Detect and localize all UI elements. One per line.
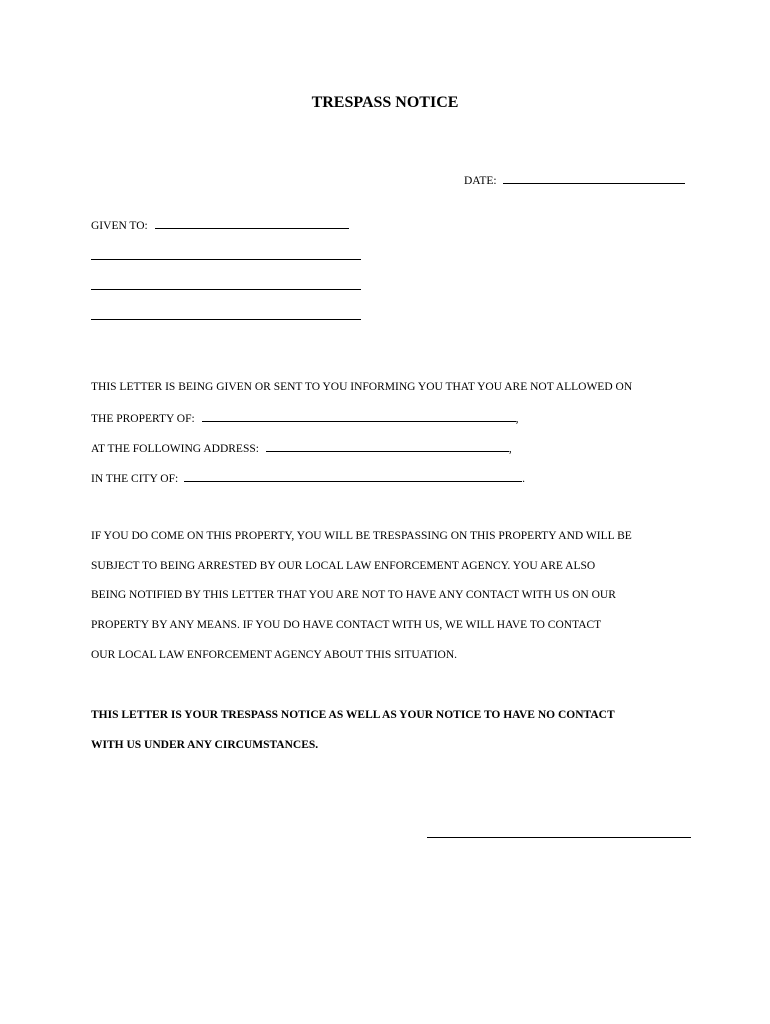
warning-line: IF YOU DO COME ON THIS PROPERTY, YOU WILL BE TRESPASSING ON THIS PROPERTY AND WILL BE — [91, 530, 632, 542]
notice-line: WITH US UNDER ANY CIRCUMSTANCES. — [91, 739, 319, 751]
given-to-row — [91, 217, 349, 233]
warning-line: BEING NOTIFIED BY THIS LETTER THAT YOU ARE NOT TO HAVE ANY CONTACT WITH US ON OUR — [91, 589, 616, 601]
date-label: DATE: — [464, 175, 497, 187]
property-of-label: THE PROPERTY OF: — [91, 413, 195, 425]
city-label: IN THE CITY OF: — [91, 473, 179, 485]
property-of-field[interactable] — [202, 410, 516, 422]
warning-line: SUBJECT TO BEING ARRESTED BY OUR LOCAL LAW ENFORCEMENT AGENCY. YOU ARE ALSO — [91, 560, 596, 572]
city-field[interactable] — [184, 470, 522, 482]
date-field[interactable] — [503, 172, 685, 184]
address-label: AT THE FOLLOWING ADDRESS: — [91, 443, 259, 455]
body-intro: THIS LETTER IS BEING GIVEN OR SENT TO YOU INFORMING YOU THAT YOU ARE NOT ALLOWED ON — [91, 381, 633, 393]
city-period: . — [522, 473, 525, 485]
city-row — [91, 470, 525, 486]
property-of-comma: , — [515, 413, 519, 425]
given-to-address-line-2[interactable] — [91, 289, 361, 290]
property-of-row — [91, 410, 518, 426]
address-row — [91, 440, 512, 456]
given-to-field[interactable] — [155, 217, 349, 229]
document-title: TRESPASS NOTICE — [311, 94, 459, 111]
notice-line: THIS LETTER IS YOUR TRESPASS NOTICE AS WELL AS YOUR NOTICE TO HAVE NO CONTACT — [91, 709, 615, 721]
warning-line: OUR LOCAL LAW ENFORCEMENT AGENCY ABOUT THIS SITUATION. — [91, 649, 458, 661]
warning-line: PROPERTY BY ANY MEANS. IF YOU DO HAVE CONTACT WITH US, WE WILL HAVE TO CONTACT — [91, 619, 602, 631]
given-to-label: GIVEN TO: — [91, 220, 148, 232]
given-to-address-line-1[interactable] — [91, 259, 361, 260]
address-field[interactable] — [266, 440, 509, 452]
address-comma: , — [508, 443, 512, 455]
date-row — [464, 172, 685, 188]
given-to-address-line-3[interactable] — [91, 319, 361, 320]
signature-line[interactable] — [427, 837, 691, 838]
